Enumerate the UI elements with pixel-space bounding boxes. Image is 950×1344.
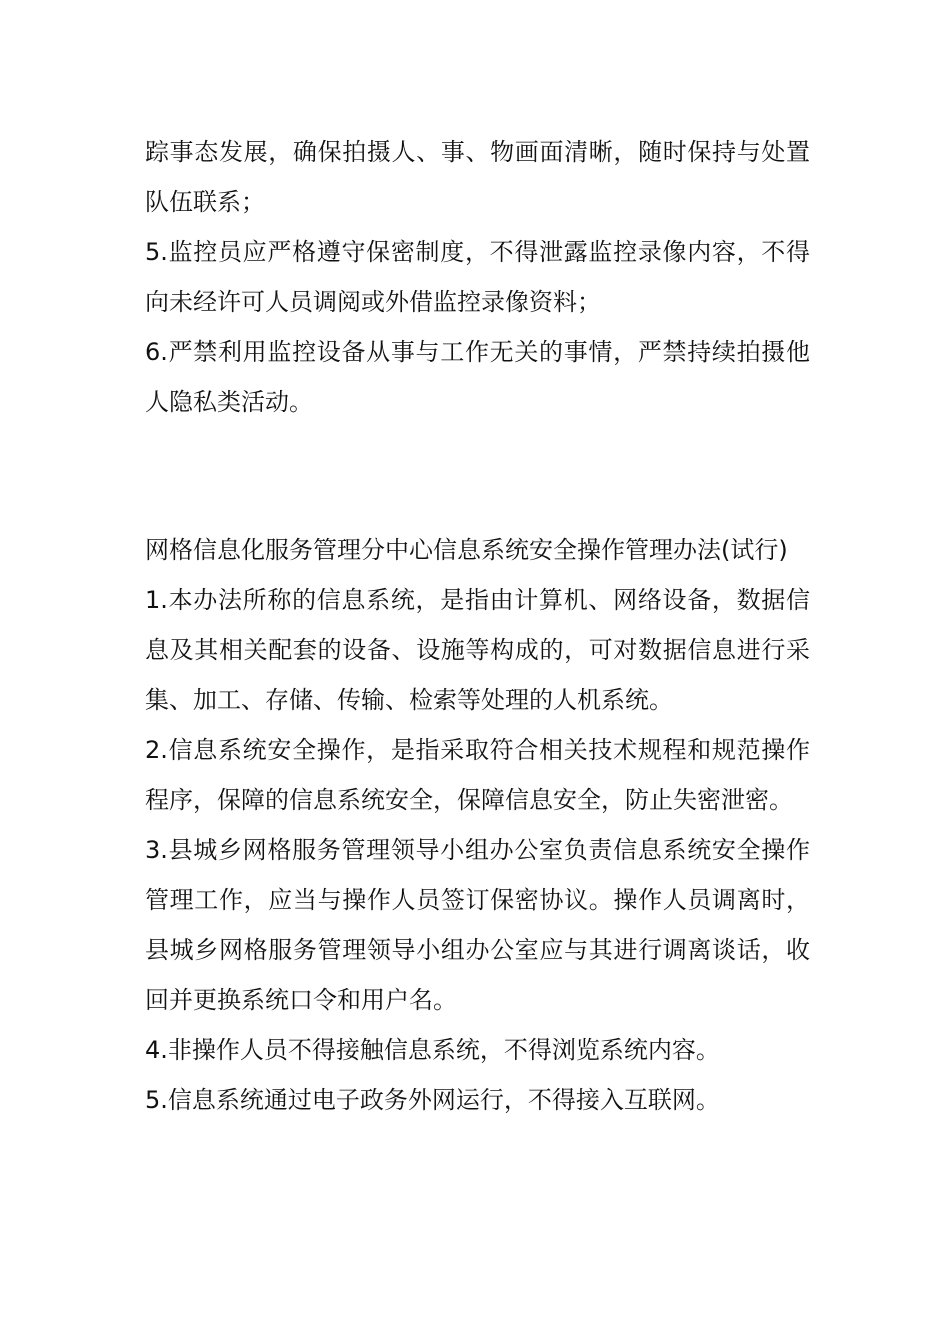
document-body xyxy=(145,127,810,1125)
paragraph-item-3: 3.县城乡网格服务管理领导小组办公室负责信息系统安全操作管理工作，应当与操作人员签订保密协议。操作人员调离时，县城乡网格服务管理领导小组办公室应与其进行调离谈话，收回并更换系统口令和用户名。 xyxy=(145,836,810,1014)
paragraph-item-1: 1.本办法所称的信息系统，是指由计算机、网络设备，数据信息及其相关配套的设备、设施等构成的，可对数据信息进行采集、加工、存储、传输、检索等处理的人机系统。 xyxy=(145,586,810,714)
paragraph-item-2: 2.信息系统安全操作，是指采取符合相关技术规程和规范操作程序，保障的信息系统安全，保障信息安全，防止失密泄密。 xyxy=(145,736,810,814)
paragraph-item-4: 4.非操作人员不得接触信息系统，不得浏览系统内容。 xyxy=(145,1036,720,1064)
paragraph-item-6: 6.严禁利用监控设备从事与工作无关的事情，严禁持续拍摄他人隐私类活动。 xyxy=(145,338,810,416)
section-spacer xyxy=(145,427,810,525)
paragraph-continuation: 踪事态发展，确保拍摄人、事、物画面清晰，随时保持与处置队伍联系； xyxy=(145,138,810,216)
paragraph-item-5: 5.监控员应严格遵守保密制度，不得泄露监控录像内容，不得向未经许可人员调阅或外借监控录像资料； xyxy=(145,238,810,316)
section-title: 网格信息化服务管理分中心信息系统安全操作管理办法(试行) xyxy=(145,536,788,564)
paragraph-item-5-system: 5.信息系统通过电子政务外网运行，不得接入互联网。 xyxy=(145,1086,720,1114)
